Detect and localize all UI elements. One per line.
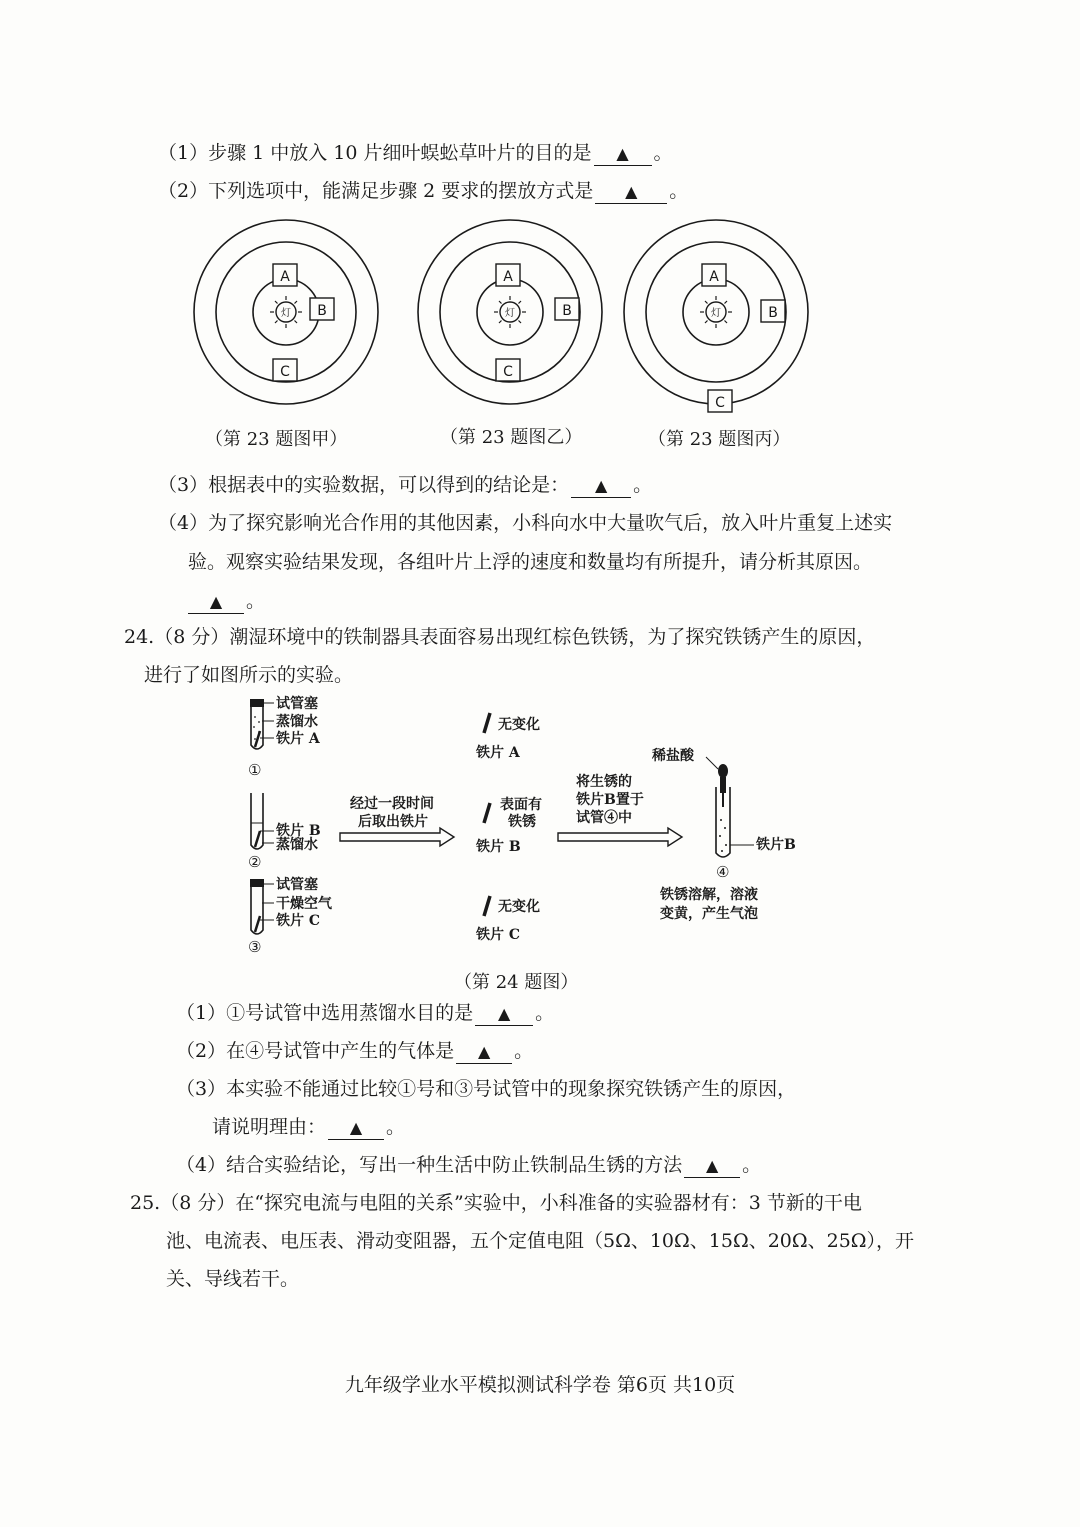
svg-text:C: C	[280, 364, 290, 380]
answer-blank[interactable]: ▲	[475, 1002, 533, 1026]
q23-part2-text: （2）下列选项中，能满足步骤 2 要求的摆放方式是	[158, 180, 594, 202]
q24-intro-line2: 进行了如图所示的实验。	[144, 664, 354, 686]
answer-blank[interactable]: ▲	[328, 1116, 384, 1140]
figure-caption-bing: （第 23 题图丙）	[648, 429, 791, 450]
box-a	[702, 264, 726, 286]
lamp-label: 灯	[505, 308, 515, 319]
svg-text:铁片B置于: 铁片B置于	[576, 792, 644, 808]
svg-text:表面有: 表面有	[500, 797, 542, 813]
arrow-right-icon	[558, 773, 682, 846]
q24-intro-line1: 24.（8 分）潮湿环境中的铁制器具表面容易出现红棕色铁锈，为了探究铁锈产生的原因，	[124, 626, 876, 648]
box-b	[310, 298, 334, 320]
svg-text:③: ③	[248, 938, 262, 956]
test-tube-3	[248, 876, 333, 956]
q24-part4: （4）结合实验结论，写出一种生活中防止铁制品生锈的方法 ▲ 。	[176, 1154, 762, 1176]
page-footer: 九年级学业水平模拟测试科学卷 第6页 共10页	[344, 1374, 736, 1396]
figure-caption-yi: （第 23 题图乙）	[440, 427, 583, 448]
answer-blank[interactable]: ▲	[594, 142, 652, 166]
q24-part3-line2: 请说明理由： ▲ 。	[212, 1116, 406, 1138]
svg-text:铁片 A: 铁片 A	[276, 731, 320, 747]
q23-part4-answer: ▲ 。	[186, 588, 265, 614]
q23-part4-line2: 验。观察实验结果发现，各组叶片上浮的速度和数量均有所提升，请分析其原因。	[188, 551, 873, 573]
q23-figure-jia	[186, 216, 386, 416]
q25-line1: 25.（8 分）在“探究电流与电阻的关系”实验中，小科准备的实验器材有：3 节新的干电	[130, 1192, 862, 1214]
svg-text:铁片 B: 铁片 B	[476, 839, 521, 855]
answer-blank[interactable]: ▲	[571, 474, 631, 498]
box-a	[273, 264, 297, 286]
q25-line3: 关、导线若干。	[166, 1268, 300, 1290]
lamp-icon	[700, 296, 732, 328]
svg-text:试管④中: 试管④中	[576, 810, 632, 826]
svg-text:变黄，产生气泡: 变黄，产生气泡	[660, 906, 758, 922]
answer-blank[interactable]: ▲	[188, 590, 244, 614]
q23-part1: （1）步骤 1 中放入 10 片细叶蜈蚣草叶片的目的是 ▲ 。	[158, 142, 673, 164]
svg-text:铁片B: 铁片B	[756, 837, 796, 853]
svg-text:C: C	[715, 395, 725, 411]
q23-part2: （2）下列选项中，能满足步骤 2 要求的摆放方式是 ▲ 。	[158, 180, 689, 202]
answer-blank[interactable]: ▲	[456, 1040, 512, 1064]
svg-text:④: ④	[716, 863, 730, 881]
test-tube-2	[248, 793, 321, 871]
svg-text:②: ②	[248, 853, 262, 871]
svg-text:铁片 C: 铁片 C	[476, 927, 521, 943]
lamp-icon	[270, 296, 302, 328]
svg-text:B: B	[317, 303, 327, 319]
q24-figure	[240, 695, 820, 955]
box-c	[708, 390, 732, 412]
figure-caption-q24: （第 24 题图）	[454, 972, 579, 993]
svg-text:经过一段时间: 经过一段时间	[350, 796, 434, 812]
test-tube-1	[248, 695, 321, 779]
lamp-label: 灯	[281, 308, 291, 319]
answer-blank[interactable]: ▲	[684, 1154, 740, 1178]
svg-text:无变化: 无变化	[498, 899, 540, 915]
result-iron-b	[475, 796, 542, 855]
svg-text:后取出铁片: 后取出铁片	[358, 814, 428, 830]
q25-line2: 池、电流表、电压表、滑动变阻器，五个定值电阻（5Ω、10Ω、15Ω、20Ω、25Ω），开	[166, 1230, 915, 1252]
svg-text:稀盐酸: 稀盐酸	[652, 748, 694, 764]
svg-text:①: ①	[248, 761, 262, 779]
svg-text:铁片 A: 铁片 A	[476, 745, 520, 761]
svg-text:无变化: 无变化	[498, 717, 540, 733]
svg-text:将生锈的: 将生锈的	[576, 774, 632, 790]
q24-part3-line1: （3）本实验不能通过比较①号和③号试管中的现象探究铁锈产生的原因，	[176, 1078, 797, 1100]
svg-text:铁锈溶解，溶液: 铁锈溶解，溶液	[660, 887, 758, 903]
svg-text:蒸馏水: 蒸馏水	[276, 714, 318, 730]
q23-part1-text: （1）步骤 1 中放入 10 片细叶蜈蚣草叶片的目的是	[158, 142, 592, 164]
svg-text:B: B	[768, 305, 778, 321]
svg-text:铁片 B: 铁片 B	[276, 823, 321, 839]
lamp-icon	[494, 296, 526, 328]
svg-text:试管塞: 试管塞	[276, 877, 318, 893]
svg-text:A: A	[280, 269, 290, 285]
q23-figure-bing	[616, 216, 816, 416]
svg-text:蒸馏水: 蒸馏水	[276, 837, 318, 853]
svg-text:铁片 C: 铁片 C	[276, 913, 321, 929]
svg-text:A: A	[503, 269, 513, 285]
result-iron-c	[475, 896, 540, 943]
svg-text:试管塞: 试管塞	[276, 696, 318, 712]
svg-text:干燥空气: 干燥空气	[276, 896, 332, 912]
arrow-right-icon	[340, 795, 454, 846]
q24-part2: （2）在④号试管中产生的气体是 ▲ 。	[176, 1040, 534, 1062]
figure-caption-jia: （第 23 题图甲）	[205, 429, 348, 450]
q23-part4-line1: （4）为了探究影响光合作用的其他因素，小科向水中大量吹气后，放入叶片重复上述实	[158, 512, 893, 534]
answer-blank[interactable]: ▲	[595, 180, 667, 204]
svg-text:B: B	[562, 303, 572, 319]
box-b	[555, 298, 579, 320]
q24-part1: （1）①号试管中选用蒸馏水目的是 ▲ 。	[176, 1002, 555, 1024]
q23-part3: （3）根据表中的实验数据，可以得到的结论是： ▲ 。	[158, 474, 653, 496]
q23-figure-yi	[410, 216, 610, 416]
box-c	[496, 359, 520, 381]
box-b	[761, 300, 785, 322]
box-c	[273, 359, 297, 381]
box-a	[496, 264, 520, 286]
test-tube-4	[651, 747, 796, 922]
svg-text:C: C	[503, 364, 513, 380]
svg-text:铁锈: 铁锈	[508, 814, 536, 830]
result-iron-a	[475, 713, 540, 761]
lamp-label: 灯	[711, 308, 721, 319]
svg-text:A: A	[709, 269, 719, 285]
